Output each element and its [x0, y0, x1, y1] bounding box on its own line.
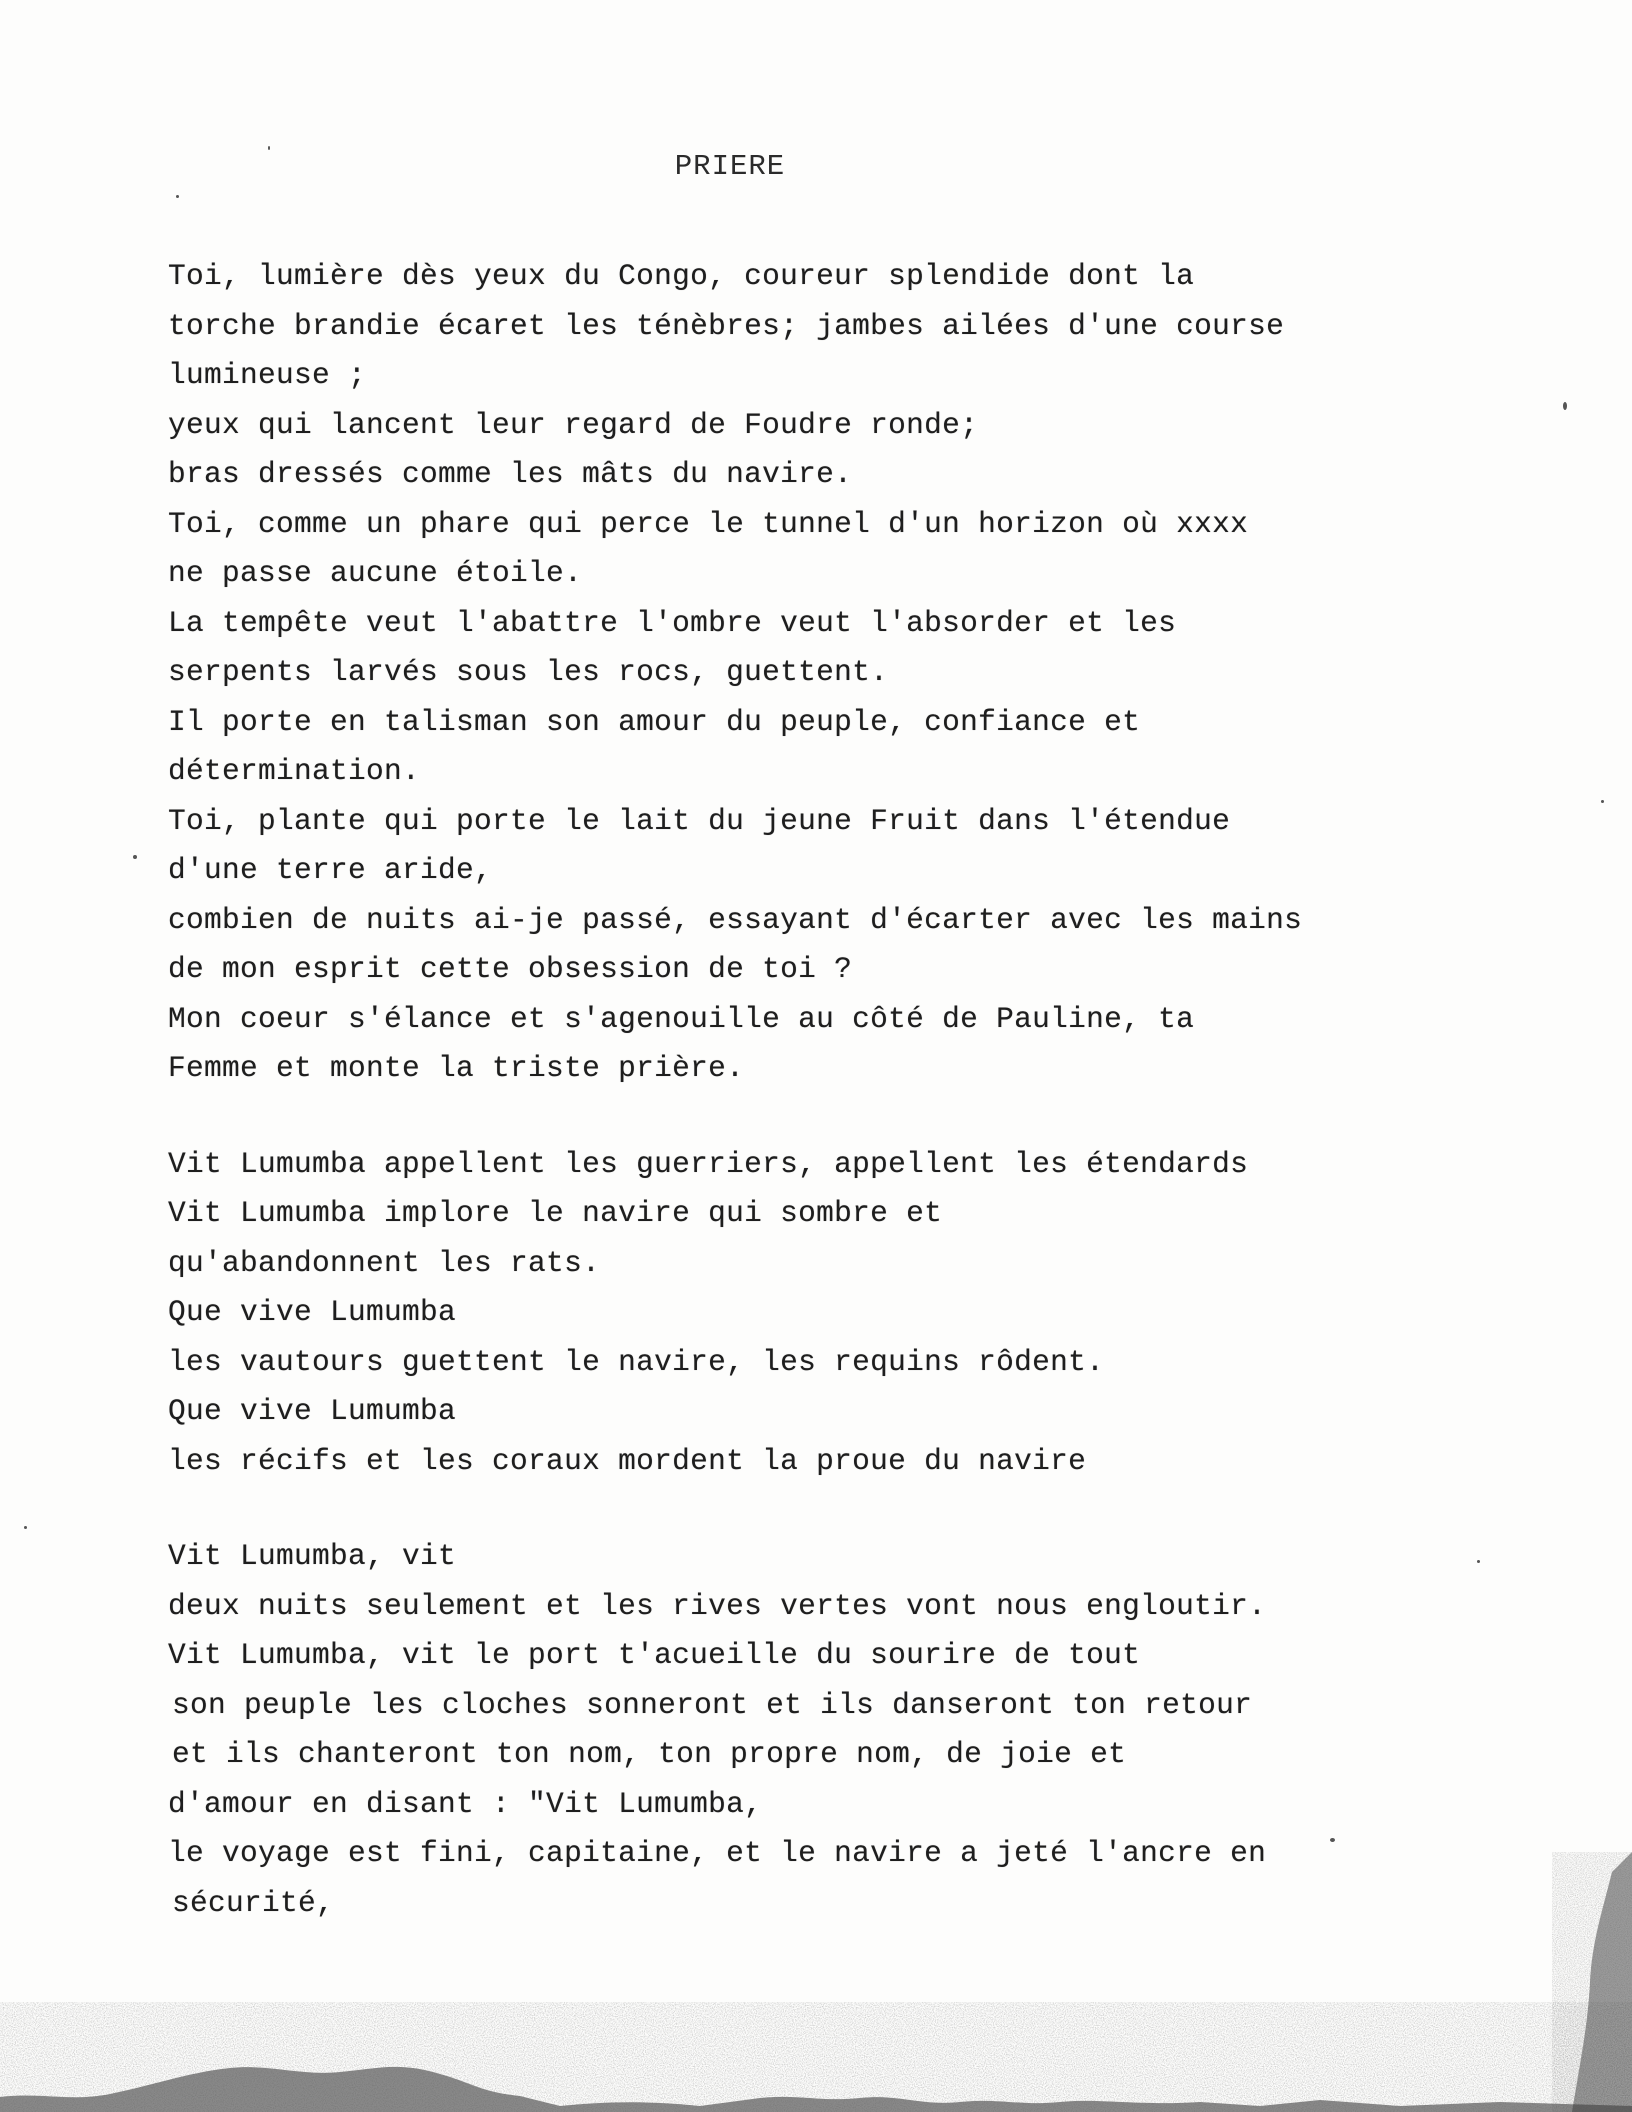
- poem-line: sécurité,: [172, 1885, 335, 1920]
- poem-line: et ils chanteront ton nom, ton propre nom, de joie et: [172, 1737, 1127, 1771]
- poem-line: le voyage est fini, capitaine, et le navire a jeté l'ancre en: [168, 1836, 1267, 1870]
- poem-line: yeux qui lancent leur regard de Foudre ronde;: [168, 407, 979, 442]
- poem-line: Toi, lumière dès yeux du Congo, coureur splendide dont la: [168, 259, 1195, 293]
- poem-line: détermination.: [168, 754, 421, 788]
- poem-line: combien de nuits ai-je passé, essayant d'écarter avec les mains: [168, 902, 1303, 937]
- scan-speck: [1330, 1838, 1335, 1842]
- poem-line: lumineuse ;: [168, 358, 367, 392]
- poem-line: Vit Lumumba, vit: [168, 1539, 457, 1573]
- scan-smudge-right: [1552, 1852, 1632, 2112]
- poem-title: PRIERE: [674, 150, 786, 183]
- stanza-1: [168, 252, 1418, 1094]
- poem-line: Vit Lumumba appellent les guerriers, appellent les étendards: [168, 1146, 1249, 1181]
- poem-line: Toi, plante qui porte le lait du jeune Fruit dans l'étendue: [168, 803, 1231, 838]
- poem-line: Vit Lumumba implore le navire qui sombre et: [168, 1196, 943, 1230]
- poem-line: Toi, comme un phare qui perce le tunnel d'un horizon où xxxx: [168, 506, 1249, 541]
- scan-speck: [268, 146, 270, 150]
- poem-line: Femme et monte la triste prière.: [168, 1051, 745, 1085]
- poem-line: deux nuits seulement et les rives vertes vont nous engloutir.: [168, 1588, 1267, 1623]
- poem-line: Que vive Lumumba: [168, 1394, 457, 1428]
- poem-line: les vautours guettent le navire, les requins rôdent.: [168, 1344, 1105, 1379]
- poem-line: d'amour en disant : "Vit Lumumba,: [168, 1786, 763, 1821]
- poem-line: son peuple les cloches sonneront et ils danseront ton retour: [172, 1687, 1253, 1722]
- scan-speck: [176, 195, 179, 198]
- poem-line: torche brandie écaret les ténèbres; jambes ailées d'une course: [168, 308, 1285, 343]
- poem-line: d'une terre aride,: [168, 853, 493, 887]
- poem-line: de mon esprit cette obsession de toi ?: [168, 952, 853, 986]
- scan-speck: [24, 1526, 27, 1529]
- poem-line: serpents larvés sous les rocs, guettent.: [168, 655, 889, 689]
- scan-smudge-bottom: [0, 2002, 1632, 2112]
- poem-line: Que vive Lumumba: [168, 1295, 457, 1329]
- scan-speck: [133, 855, 137, 859]
- poem-line: bras dressés comme les mâts du navire.: [168, 457, 853, 491]
- scan-speck: [1563, 402, 1567, 410]
- poem-line: Vit Lumumba, vit le port t'acueille du sourire de tout: [168, 1638, 1141, 1672]
- poem-line: Mon coeur s'élance et s'agenouille au côté de Pauline, ta: [168, 1001, 1195, 1036]
- poem-line: La tempête veut l'abattre l'ombre veut l'absorder et les: [168, 605, 1177, 640]
- scan-speck: [1477, 1560, 1480, 1563]
- stanza-3: [168, 1532, 1418, 1928]
- poem-line: qu'abandonnent les rats.: [168, 1245, 601, 1280]
- poem-line: les récifs et les coraux mordent la proue du navire: [168, 1443, 1087, 1478]
- poem-line: Il porte en talisman son amour du peuple, confiance et: [168, 704, 1141, 739]
- scan-speck: [1601, 800, 1604, 803]
- stanza-2: [168, 1140, 1418, 1487]
- poem-line: ne passe aucune étoile.: [168, 556, 583, 590]
- poem-body: [168, 252, 1418, 1974]
